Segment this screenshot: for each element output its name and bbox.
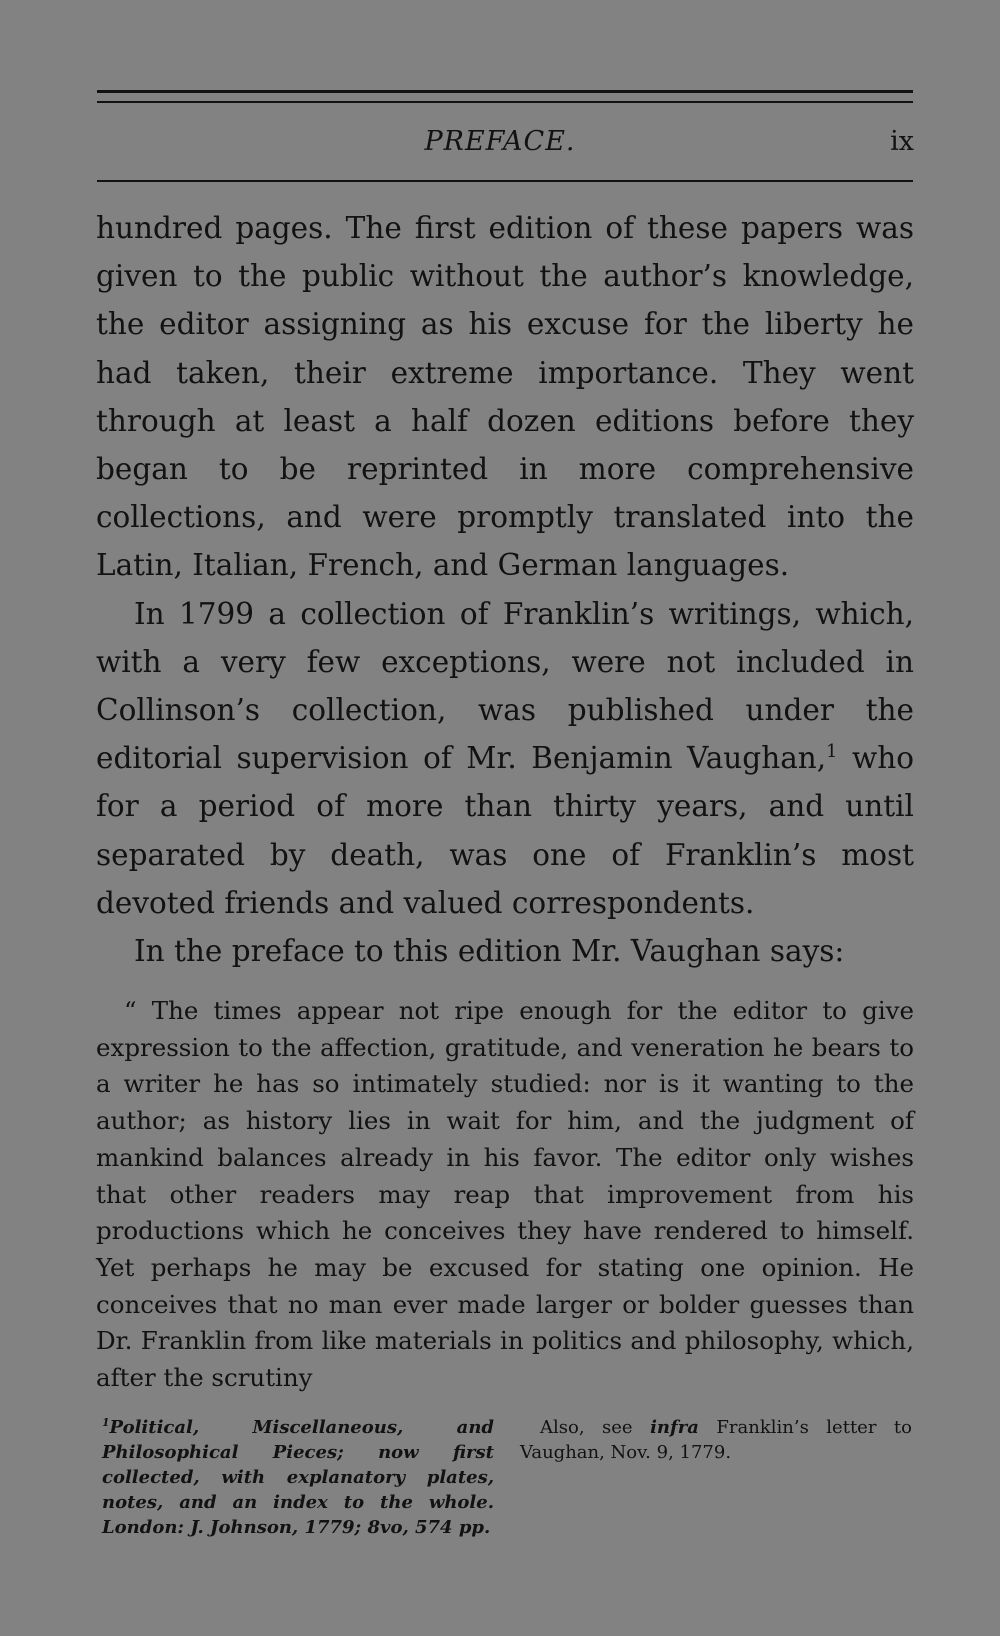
- footnote-infra: infra: [650, 1417, 699, 1438]
- footnote-column-left: [102, 1415, 494, 1540]
- paragraph-1: hundred pages. The first edition of these papers was given to the public without the author’s knowledge, the editor assigning as his excuse for the liberty he had taken, their extreme importance. They went through at least a half dozen editions before they began to be reprinted in more comprehensive collections, and were promptly translated into the Latin, Italian, French, and German languages.: [96, 211, 914, 583]
- footnote-column-right: [520, 1415, 912, 1540]
- running-title: PREFACE.: [424, 126, 576, 157]
- paragraph-2-text-a: In 1799 a collection of Franklin’s writings, which, with a very few exceptions, were not included in Collinson’s collection, was published under the editorial supervision of Mr. Benjamin Vaughan,: [96, 596, 914, 776]
- footnote-marker: 1: [102, 1416, 110, 1429]
- body-text: [96, 204, 914, 975]
- block-quote: “ The times appear not ripe enough for the editor to give expression to the affection, gratitude, and veneration he bears to a writer he has so intimately studied: nor is it wanting to the author; as history lies in wait for him, and the judgment of mankind balances already in his favor. The editor only wishes that other readers may reap that improvement from his productions which he conceives they have rendered to himself. Yet perhaps he may be excused for stating one opinion. He conceives that no man ever made larger or bolder guesses than Dr. Franklin from like materials in politics and philosophy, which, after the scrutiny: [96, 996, 914, 1393]
- header-rule-bottom: [97, 180, 913, 182]
- header-rule-top: [97, 90, 913, 93]
- footnote-see-also-prefix: Also, see: [540, 1417, 633, 1438]
- paragraph-2-text-b: who for a period of more than thirty years, and until separated by death, was one of Franklin’s most devoted friends and valued correspondents.: [96, 741, 914, 920]
- footnote-citation: Political, Miscellaneous, and Philosophical Pieces; now first collected, with explanatory plates, notes, and an index to the whole. London: J. Johnson, 1779; 8vo, 574 pp.: [102, 1417, 494, 1538]
- footnote-see-also: [520, 1415, 912, 1465]
- paragraph-3: In the preface to this edition Mr. Vaughan says:: [134, 934, 845, 969]
- footnote: [102, 1415, 912, 1540]
- footnote-reference: 1: [826, 742, 838, 763]
- page-number: ix: [890, 126, 914, 157]
- footnote-see-also-rest: Franklin’s letter to Vaughan, Nov. 9, 1779.: [520, 1417, 912, 1463]
- paragraph-2: [96, 590, 914, 927]
- header-rule-top-inner: [97, 101, 913, 103]
